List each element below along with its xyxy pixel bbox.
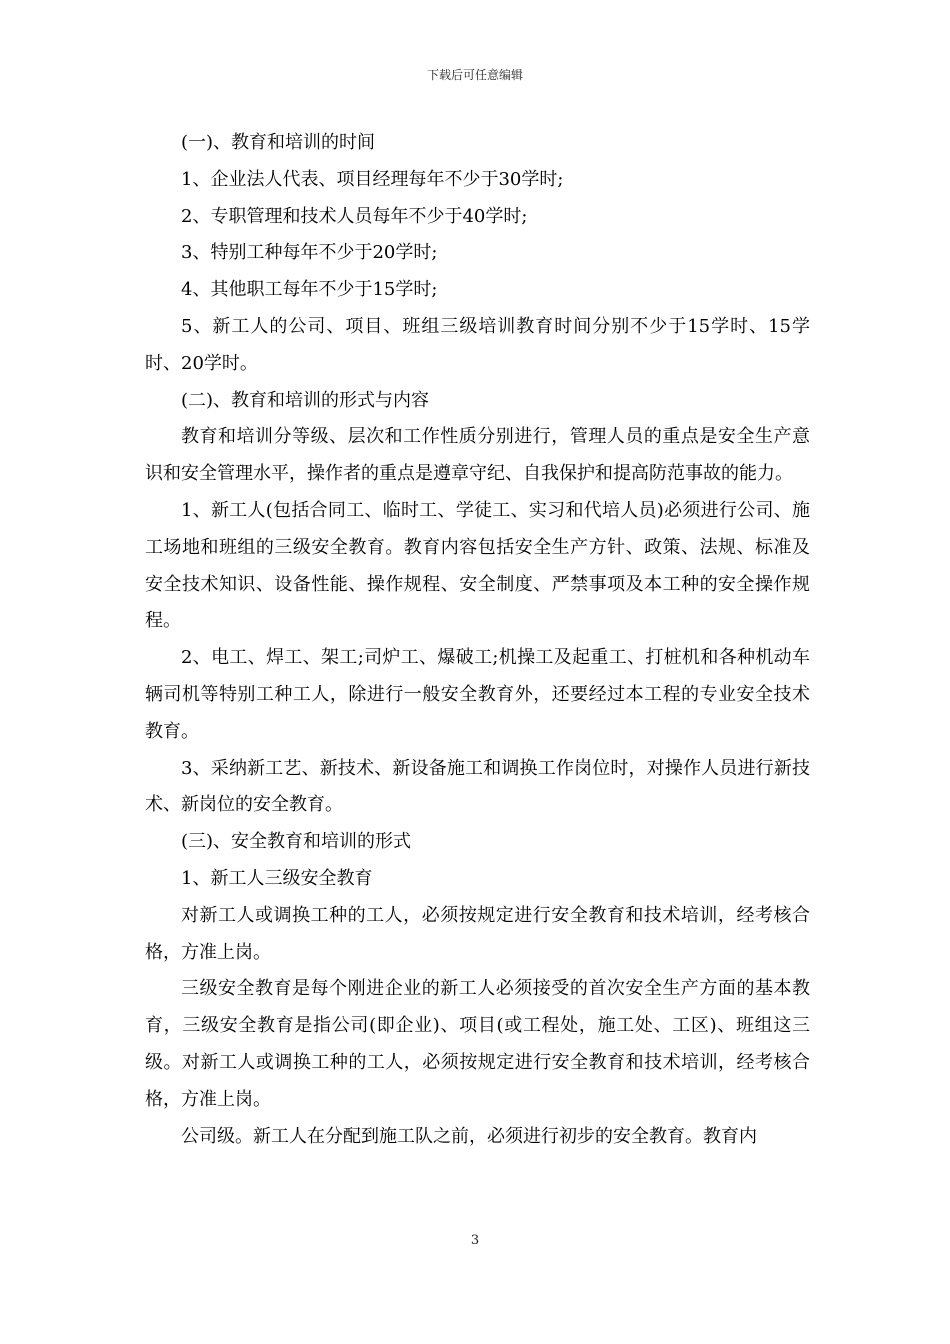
document-body [145,125,810,1155]
body-paragraph: 三级安全教育是每个刚进企业的新工人必须接受的首次安全生产方面的基本教育，三级安全教育是指公司(即企业)、项目(或工程处，施工处、工区)、班组这三级。对新工人或调换工种的工人，必须按规定进行安全教育和技术培训，经考核合格，方准上岗。 [145,978,810,1110]
section-heading-time: (一)、教育和培训的时间 [181,132,376,153]
list-item: 3、特别工种每年不少于20学时; [181,242,438,264]
list-item: 5、新工人的公司、项目、班组三级培训教育时间分别不少于15学时、15学时、20学时。 [145,315,810,374]
list-item: 1、新工人(包括合同工、临时工、学徒工、实习和代培人员)必须进行公司、施工场地和班组的三级安全教育。教育内容包括安全生产方针、政策、法规、标准及安全技术知识、设备性能、操作规程、安全制度、严禁事项及本工种的安全操作规程。 [145,499,810,632]
page-header: 下载后可任意编辑 [426,68,523,82]
body-paragraph: 教育和培训分等级、层次和工作性质分别进行，管理人员的重点是安全生产意识和安全管理水平，操作者的重点是遵章守纪、自我保护和提高防范事故的能力。 [145,426,810,485]
list-item: 3、采纳新工艺、新技术、新设备施工和调换工作岗位时，对操作人员进行新技术、新岗位的安全教育。 [145,757,810,816]
list-item: 2、电工、焊工、架工;司炉工、爆破工;机操工及起重工、打桩机和各种机动车辆司机等特别工种工人，除进行一般安全教育外，还要经过本工程的专业安全技术教育。 [145,647,810,742]
list-item: 2、专职管理和技术人员每年不少于40学时; [181,205,528,227]
section-heading-training-form: (三)、安全教育和培训的形式 [181,831,412,853]
body-paragraph: 公司级。新工人在分配到施工队之前，必须进行初步的安全教育。教育内 [181,1125,757,1147]
body-paragraph: 对新工人或调换工种的工人，必须按规定进行安全教育和技术培训，经考核合格，方准上岗。 [145,904,810,963]
list-item: 4、其他职工每年不少于15学时; [181,279,438,301]
section-heading-form-content: (二)、教育和培训的形式与内容 [181,389,430,411]
page-number: 3 [470,1233,480,1248]
list-item: 1、企业法人代表、项目经理每年不少于30学时; [181,168,564,190]
subheading: 1、新工人三级安全教育 [181,867,373,889]
